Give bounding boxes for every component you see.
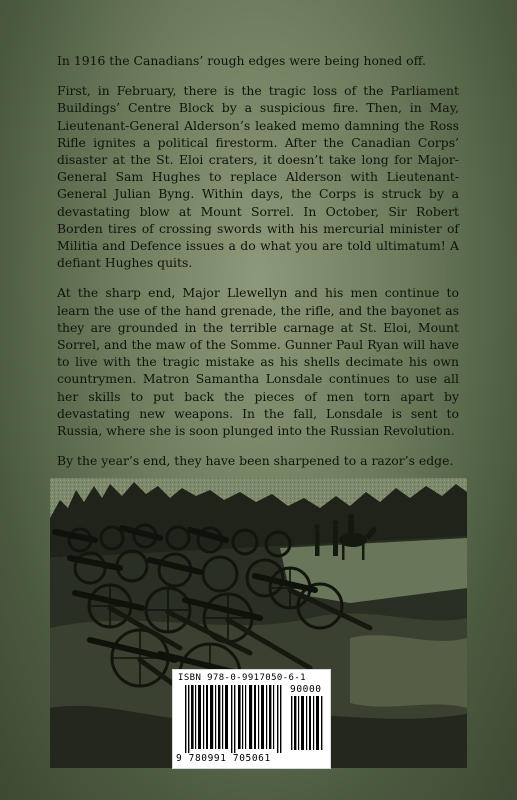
addon-bars: [291, 696, 325, 750]
blurb-paragraph-politics: First, in February, there is the tragic loss of the Parliament Buildings’ Centre Block by a suspicious fire. Then, in May, Lieutenant-General Alderson’s leaked memo damning the Ross Rifle ignites a political firestorm. After the Canadian Corps’ disaster at the St. Eloi craters, it doesn’t take long for Major-General Sam Hughes to replace Alderson with Lieutenant-General Julian Byng. Within days, the Corps is struck by a devastating blow at Mount Sorrel. In October, Sir Robert Borden tires of crossing swords with his mercurial minister of Militia and Defence issues a do what you are told ultimatum! A defiant Hughes quits.: [57, 83, 459, 271]
barcode-addon-number: 90000: [290, 684, 322, 695]
isbn-label: ISBN 978-0-9917050-6-1: [178, 673, 307, 683]
blurb-paragraph-closing: By the year’s end, they have been sharpened to a razor’s edge.: [57, 453, 454, 469]
blurb-paragraph-front: At the sharp end, Major Llewellyn and his men continue to learn the use of the hand grenade, the rifle, and the bayonet as they are grounded in the terrible carnage at St. Eloi, Mount Sorrel, and the maw of the Somme. Gunner Paul Ryan will have to live with the tragic mistake as his shells decimate his own countrymen. Matron Samantha Lonsdale continues to use all her skills to put back the pieces of men torn apart by devastating new weapons. In the fall, Lonsdale is sent to Russia, where she is soon plunged into the Russian Revolution.: [57, 285, 459, 439]
ean-number: 9 780991 705061: [176, 753, 271, 764]
ean-bars: [181, 685, 285, 753]
blurb-text: [57, 52, 459, 482]
isbn-barcode: [172, 669, 331, 769]
blurb-paragraph-intro: In 1916 the Canadians’ rough edges were being honed off.: [57, 53, 426, 68]
